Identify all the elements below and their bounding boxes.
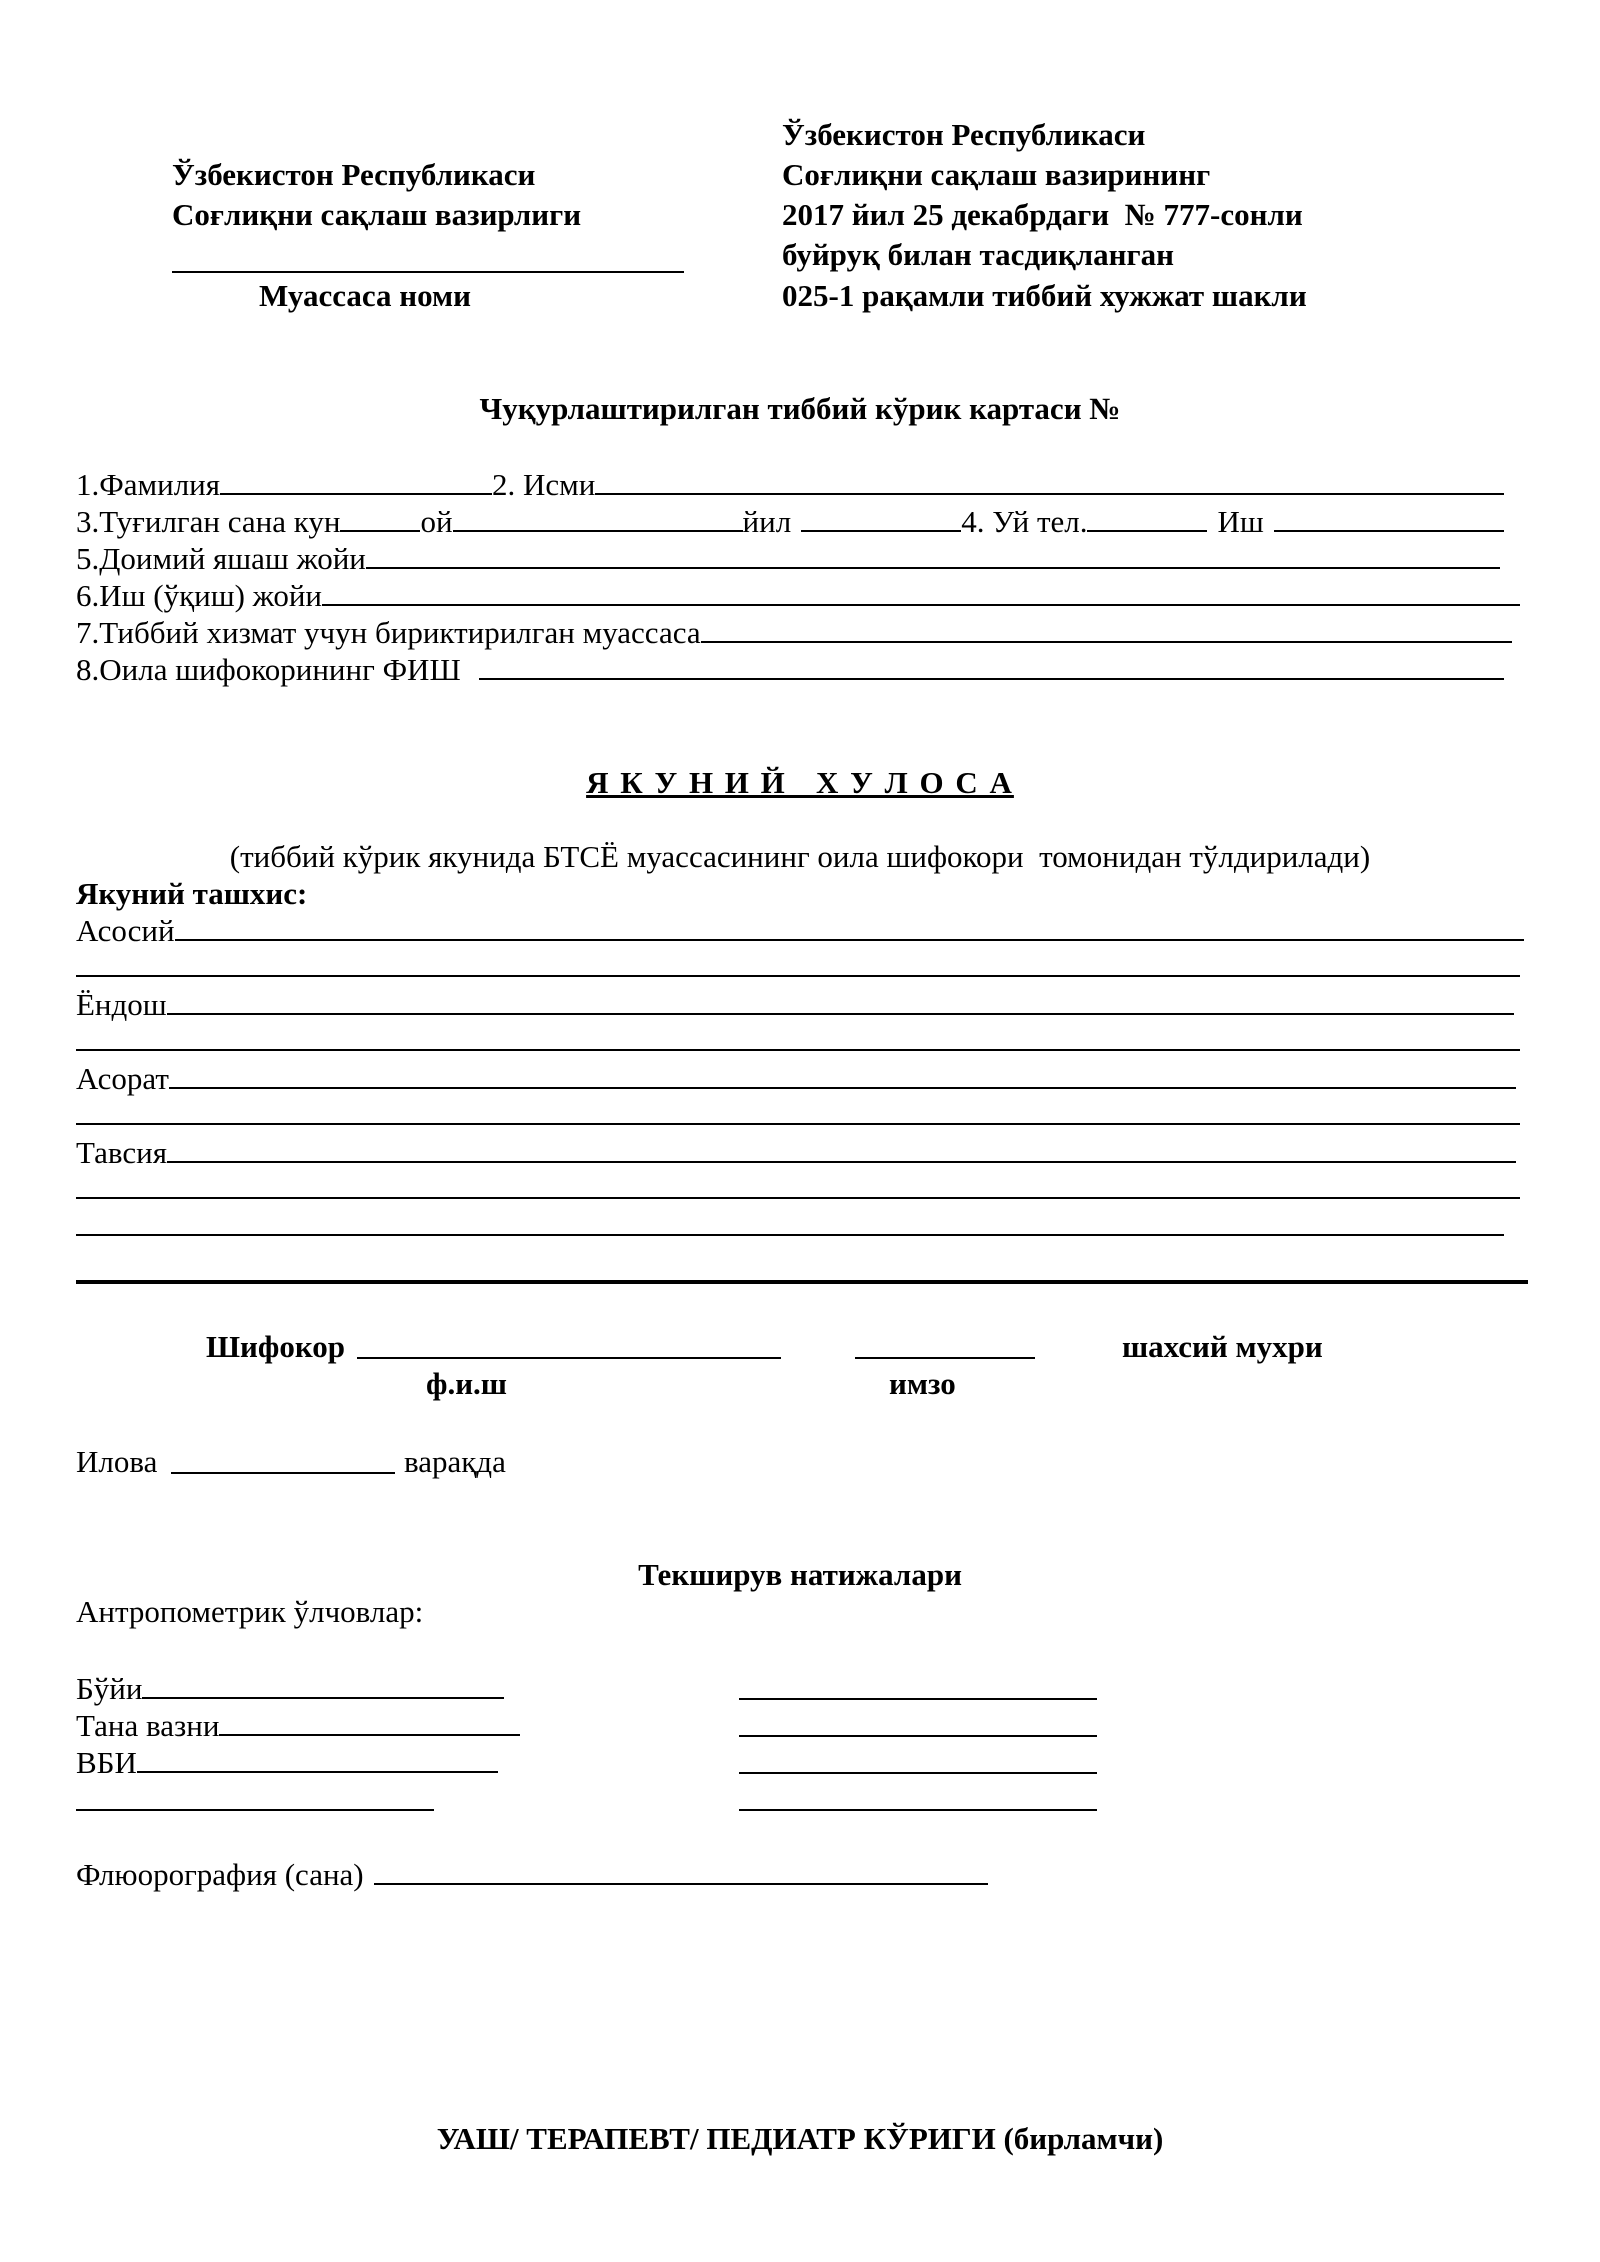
row-height bbox=[76, 1670, 504, 1707]
recommendation-field[interactable] bbox=[167, 1135, 1516, 1163]
height-result-line[interactable] bbox=[739, 1698, 1097, 1700]
main-diagnosis-field[interactable] bbox=[175, 913, 1524, 941]
row-main-diagnosis bbox=[76, 912, 1524, 949]
home-phone-field[interactable] bbox=[1087, 504, 1207, 532]
residence-field[interactable] bbox=[366, 541, 1500, 569]
row-fluorography bbox=[76, 1856, 988, 1893]
birth-day-field[interactable] bbox=[340, 504, 420, 532]
weight-label: Тана вазни bbox=[76, 1708, 220, 1743]
name-caption: ф.и.ш bbox=[426, 1366, 507, 1401]
card-title: Чуқурлаштирилган тиббий кўрик картаси № bbox=[479, 391, 1121, 426]
recommendation-extra-line-2[interactable] bbox=[76, 1234, 1504, 1236]
header-right-form-number: 025-1 рақамли тиббий хужжат шакли bbox=[782, 278, 1307, 313]
main-diagnosis-label: Асосий bbox=[76, 913, 175, 948]
row-concomitant bbox=[76, 986, 1514, 1023]
work-phone-label: Иш bbox=[1217, 504, 1264, 539]
medical-institution-label: 7.Тиббий хизмат учун бириктирилган муассаса bbox=[76, 615, 701, 650]
extra-measurement-line[interactable] bbox=[76, 1809, 434, 1811]
institution-name-label: Муассаса номи bbox=[259, 278, 471, 313]
row-birth-date bbox=[76, 503, 1504, 540]
conclusion-title: Я К У Н И Й Х У Л О С А bbox=[586, 765, 1014, 800]
fluorography-field[interactable] bbox=[374, 1857, 988, 1885]
complication-field[interactable] bbox=[169, 1061, 1516, 1089]
complication-extra-line[interactable] bbox=[76, 1123, 1520, 1125]
bmi-field[interactable] bbox=[137, 1745, 498, 1773]
header-left-republic: Ўзбекистон Республикаси bbox=[172, 157, 536, 192]
header-right-republic: Ўзбекистон Республикаси bbox=[782, 117, 1146, 152]
doctor-name-line[interactable] bbox=[357, 1357, 781, 1359]
concomitant-extra-line[interactable] bbox=[76, 1049, 1520, 1051]
height-label: Бўйи bbox=[76, 1671, 143, 1706]
section-divider bbox=[76, 1280, 1528, 1284]
month-label: ой bbox=[420, 504, 453, 539]
complication-label: Асорат bbox=[76, 1061, 169, 1096]
row-family-doctor bbox=[76, 651, 1504, 688]
work-study-label: 6.Иш (ўқиш) жойи bbox=[76, 578, 323, 613]
fluorography-label: Флюорография (сана) bbox=[76, 1857, 364, 1892]
doctor-label: Шифокор bbox=[206, 1329, 346, 1364]
recommendation-extra-line-1[interactable] bbox=[76, 1197, 1520, 1199]
birth-month-field[interactable] bbox=[453, 504, 743, 532]
header-left-ministry: Соғлиқни сақлаш вазирлиги bbox=[172, 197, 582, 232]
signature-caption: имзо bbox=[889, 1366, 956, 1401]
results-title: Текширув натижалари bbox=[638, 1557, 962, 1592]
recommendation-label: Тавсия bbox=[76, 1135, 167, 1170]
birth-year-field[interactable] bbox=[801, 504, 961, 532]
weight-result-line[interactable] bbox=[739, 1735, 1097, 1737]
medical-institution-field[interactable] bbox=[701, 615, 1512, 643]
bmi-label: ВБИ bbox=[76, 1745, 137, 1780]
attachment-prefix: Илова bbox=[76, 1444, 158, 1479]
birth-day-label: 3.Туғилган сана кун bbox=[76, 504, 341, 539]
year-label: йил bbox=[742, 504, 792, 539]
personal-stamp-label: шахсий мухри bbox=[1122, 1329, 1323, 1364]
residence-label: 5.Доимий яшаш жойи bbox=[76, 541, 366, 576]
concomitant-label: Ёндош bbox=[76, 987, 167, 1022]
header-right-order-date: 2017 йил 25 декабрдаги № 777-сонли bbox=[782, 197, 1303, 232]
row-recommendation bbox=[76, 1134, 1516, 1171]
name-label: 2. Исми bbox=[492, 467, 596, 502]
row-medical-institution bbox=[76, 614, 1512, 651]
surname-label: 1.Фамилия bbox=[76, 467, 221, 502]
row-weight bbox=[76, 1707, 520, 1744]
signature-line[interactable] bbox=[855, 1357, 1035, 1359]
row-residence bbox=[76, 540, 1500, 577]
examination-title: УАШ/ ТЕРАПЕВТ/ ПЕДИАТР КЎРИГИ (бирламчи) bbox=[436, 2121, 1164, 2156]
surname-field[interactable] bbox=[220, 467, 492, 495]
family-doctor-label: 8.Оила шифокорининг ФИШ bbox=[76, 652, 461, 687]
row-bmi bbox=[76, 1744, 498, 1781]
bmi-result-line[interactable] bbox=[739, 1772, 1097, 1774]
name-field[interactable] bbox=[595, 467, 1504, 495]
family-doctor-field[interactable] bbox=[479, 652, 1504, 680]
row-surname-name bbox=[76, 466, 1504, 503]
attachment-pages-line[interactable] bbox=[171, 1472, 395, 1474]
row-work-study bbox=[76, 577, 1520, 614]
anthropometric-label: Антропометрик ўлчовлар: bbox=[76, 1594, 424, 1629]
conclusion-note: (тиббий кўрик якунида БТСЁ муассасининг оила шифокори томонидан тўлдирилади) bbox=[229, 839, 1371, 874]
height-field[interactable] bbox=[142, 1671, 504, 1699]
work-phone-field[interactable] bbox=[1274, 504, 1504, 532]
institution-name-line[interactable] bbox=[172, 271, 684, 273]
extra-result-line[interactable] bbox=[739, 1809, 1097, 1811]
concomitant-field[interactable] bbox=[167, 987, 1514, 1015]
attachment-suffix: варақда bbox=[404, 1444, 506, 1479]
weight-field[interactable] bbox=[219, 1708, 520, 1736]
header-right-approved: буйруқ билан тасдиқланган bbox=[782, 237, 1174, 272]
main-diagnosis-extra-line[interactable] bbox=[76, 975, 1520, 977]
work-study-field[interactable] bbox=[322, 578, 1520, 606]
home-phone-label: 4. Уй тел. bbox=[961, 504, 1088, 539]
diagnosis-label: Якуний ташхис: bbox=[76, 876, 308, 911]
header-right-ministry: Соғлиқни сақлаш вазирининг bbox=[782, 157, 1211, 192]
row-complication bbox=[76, 1060, 1516, 1097]
